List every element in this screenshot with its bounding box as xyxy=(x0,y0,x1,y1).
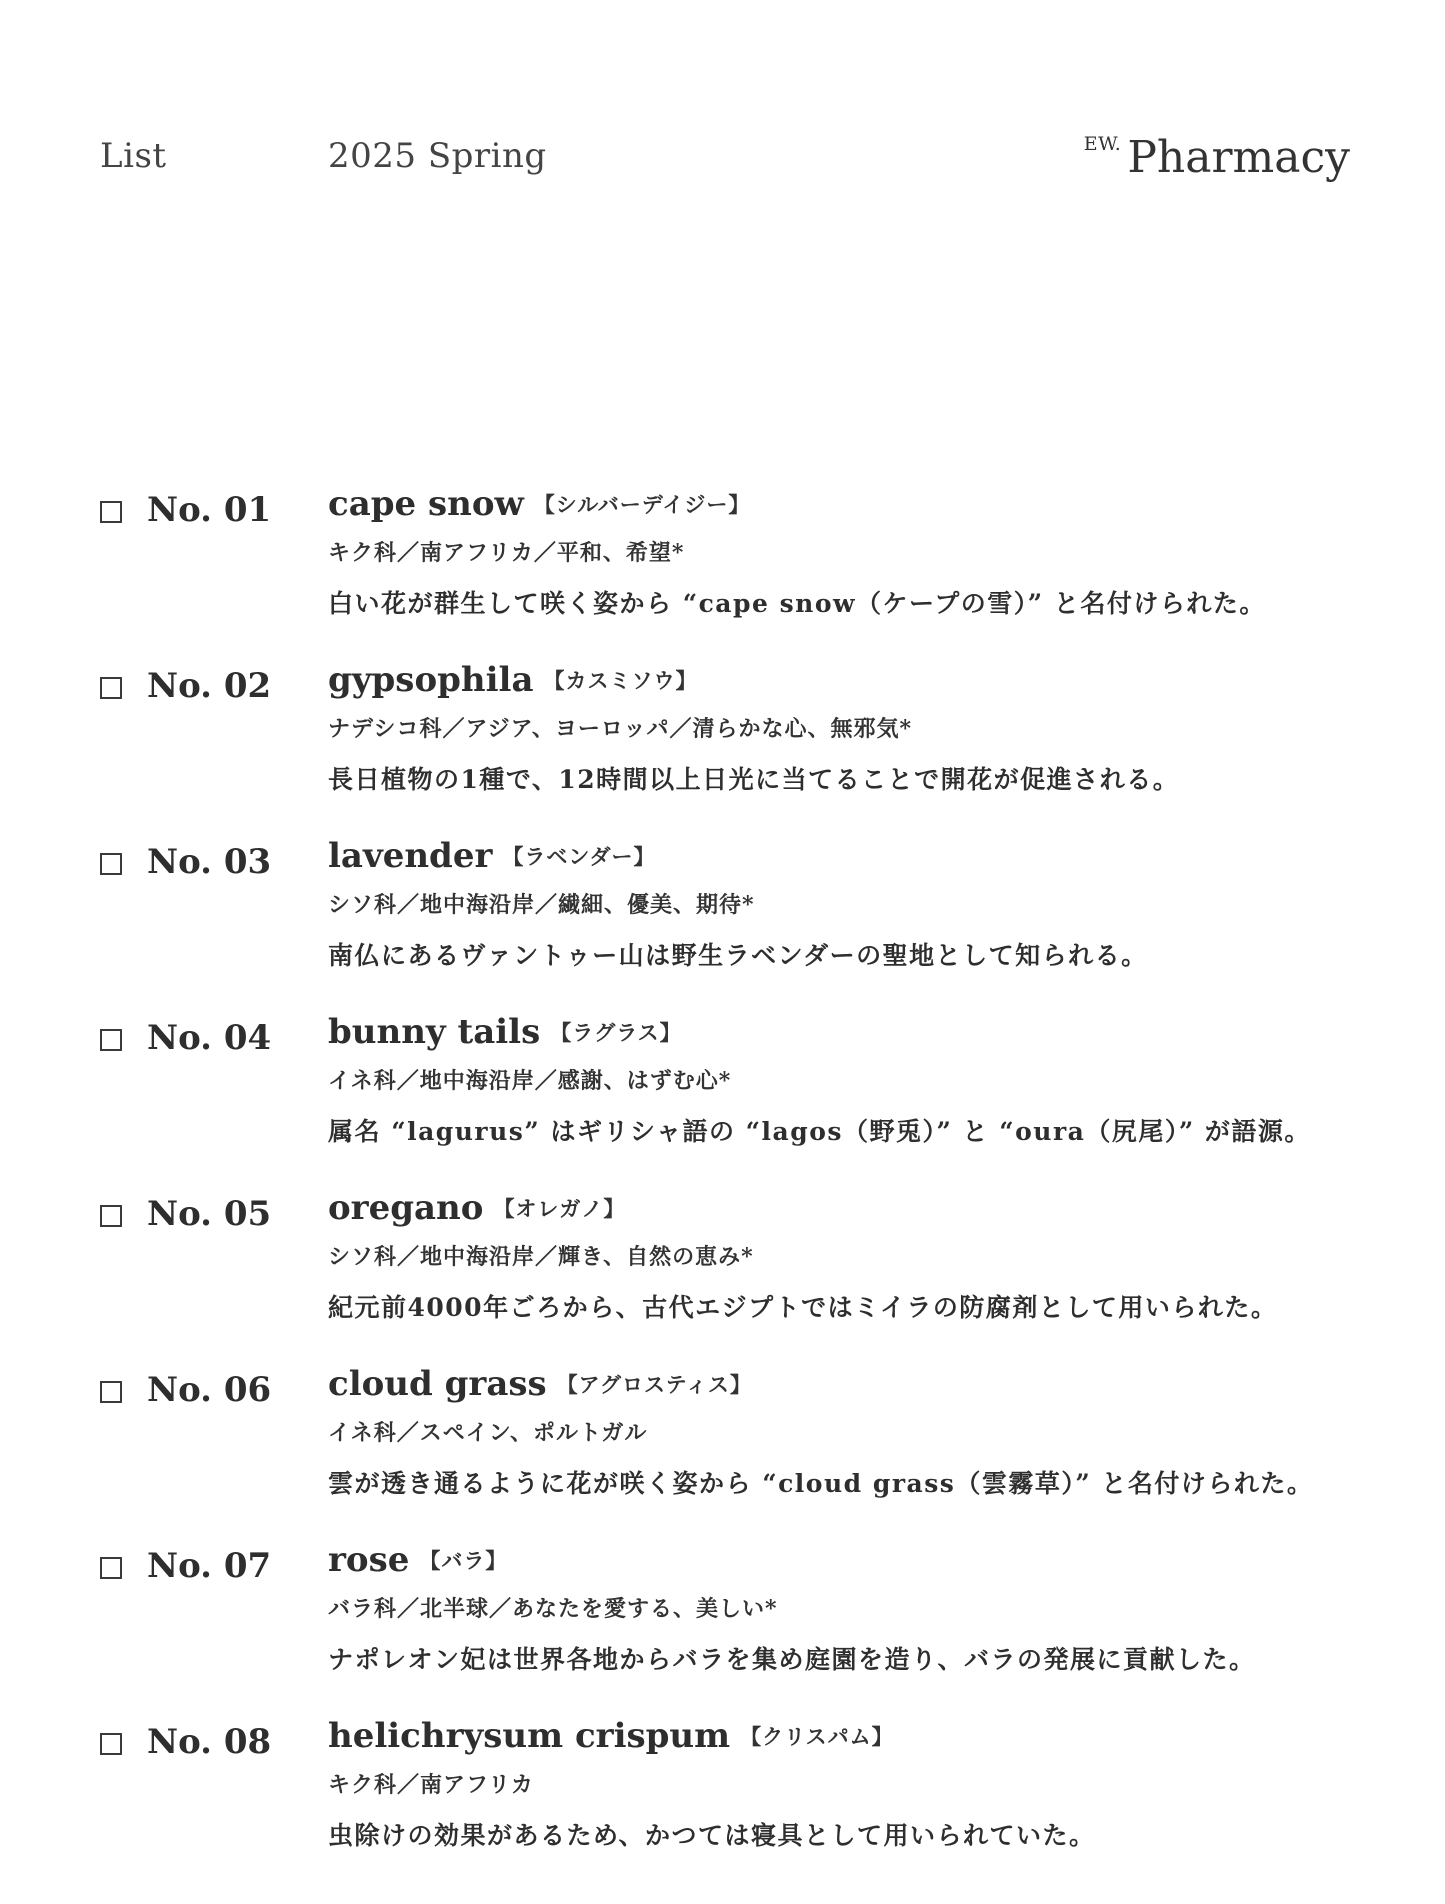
item-note: 長日植物の1種で、12時間以上日光に当てることで開花が促進される。 xyxy=(328,765,1180,794)
list-item xyxy=(100,1364,1400,1540)
item-note: 属名 “lagurus” はギリシャ語の “lagos（野兎）” と “oura（尻尾）” が語源。 xyxy=(328,1117,1311,1146)
season-label: 2025 Spring xyxy=(328,136,547,176)
item-name: bunny tails xyxy=(328,1012,541,1052)
item-title xyxy=(328,1364,1398,1410)
item-note: 白い花が群生して咲く姿から “cape snow（ケープの雪）” と名付けられた。 xyxy=(328,589,1266,618)
item-meta: シソ科／地中海沿岸／輝き、自然の恵み* xyxy=(328,1244,754,1270)
item-body xyxy=(328,1540,1398,1676)
item-title xyxy=(328,1716,1398,1762)
brand-prefix: EW. xyxy=(1083,133,1122,155)
item-body xyxy=(328,1716,1398,1852)
item-name: cloud grass xyxy=(328,1364,547,1404)
item-body xyxy=(328,660,1398,796)
item-number: No. 01 xyxy=(147,490,272,530)
list-item xyxy=(100,836,1400,1012)
item-name: oregano xyxy=(328,1188,484,1228)
item-name: helichrysum crispum xyxy=(328,1716,731,1756)
item-note: 南仏にあるヴァントゥー山は野生ラベンダーの聖地として知られる。 xyxy=(328,941,1148,970)
item-note: ナポレオン妃は世界各地からバラを集め庭園を造り、バラの発展に貢献した。 xyxy=(328,1645,1256,1674)
brand-logo xyxy=(1084,132,1350,183)
item-kana: 【ラグラス】 xyxy=(550,1020,682,1045)
item-meta: シソ科／地中海沿岸／繊細、優美、期待* xyxy=(328,892,755,918)
item-title xyxy=(328,836,1398,882)
item-meta: イネ科／スペイン、ポルトガル xyxy=(328,1420,648,1446)
item-name: cape snow xyxy=(328,484,524,524)
item-body xyxy=(328,484,1398,620)
item-number: No. 06 xyxy=(147,1370,272,1410)
item-title xyxy=(328,1540,1398,1586)
item-kana: 【シルバーデイジー】 xyxy=(533,492,751,517)
item-checkbox[interactable] xyxy=(100,1029,122,1051)
item-meta: ナデシコ科／アジア、ヨーロッパ／清らかな心、無邪気* xyxy=(328,716,912,742)
item-body xyxy=(328,1012,1398,1148)
list-item xyxy=(100,660,1400,836)
item-kana: 【ラベンダー】 xyxy=(502,844,656,869)
item-note: 雲が透き通るように花が咲く姿から “cloud grass（雲霧草）” と名付けられた。 xyxy=(328,1469,1314,1498)
item-body xyxy=(328,1188,1398,1324)
item-body xyxy=(328,1364,1398,1500)
item-kana: 【バラ】 xyxy=(419,1548,508,1573)
item-number: No. 02 xyxy=(147,666,272,706)
list-item xyxy=(100,1188,1400,1364)
list-item xyxy=(100,1540,1400,1716)
item-checkbox[interactable] xyxy=(100,1205,122,1227)
item-name: rose xyxy=(328,1540,410,1580)
list-item xyxy=(100,1012,1400,1188)
item-kana: 【オレガノ】 xyxy=(493,1196,626,1221)
brand-name: Pharmacy xyxy=(1127,132,1350,183)
item-title xyxy=(328,660,1398,706)
item-note: 紀元前4000年ごろから、古代エジプトではミイラの防腐剤として用いられた。 xyxy=(328,1293,1278,1322)
item-checkbox[interactable] xyxy=(100,1381,122,1403)
item-title xyxy=(328,484,1398,530)
item-meta: バラ科／北半球／あなたを愛する、美しい* xyxy=(328,1596,778,1622)
item-kana: 【アグロスティス】 xyxy=(556,1372,752,1397)
item-body xyxy=(328,836,1398,972)
item-checkbox[interactable] xyxy=(100,677,122,699)
list-label: List xyxy=(100,136,167,176)
item-checkbox[interactable] xyxy=(100,1557,122,1579)
list-item xyxy=(100,484,1400,660)
item-meta: キク科／南アフリカ／平和、希望* xyxy=(328,540,685,566)
item-note: 虫除けの効果があるため、かつては寝具として用いられていた。 xyxy=(328,1821,1096,1850)
item-meta: イネ科／地中海沿岸／感謝、はずむ心* xyxy=(328,1068,732,1094)
item-meta: キク科／南アフリカ xyxy=(328,1772,534,1798)
item-kana: 【カスミソウ】 xyxy=(543,668,698,693)
item-name: lavender xyxy=(328,836,493,876)
flower-list xyxy=(100,484,1400,1892)
item-number: No. 07 xyxy=(147,1546,272,1586)
item-checkbox[interactable] xyxy=(100,853,122,875)
item-checkbox[interactable] xyxy=(100,1733,122,1755)
page-header xyxy=(100,132,1350,192)
item-title xyxy=(328,1188,1398,1234)
item-number: No. 04 xyxy=(147,1018,272,1058)
item-number: No. 08 xyxy=(147,1722,272,1762)
item-name: gypsophila xyxy=(328,660,534,700)
item-number: No. 05 xyxy=(147,1194,272,1234)
list-item xyxy=(100,1716,1400,1892)
item-number: No. 03 xyxy=(147,842,272,882)
item-checkbox[interactable] xyxy=(100,501,122,523)
item-title xyxy=(328,1012,1398,1058)
item-kana: 【クリスパム】 xyxy=(740,1724,894,1749)
